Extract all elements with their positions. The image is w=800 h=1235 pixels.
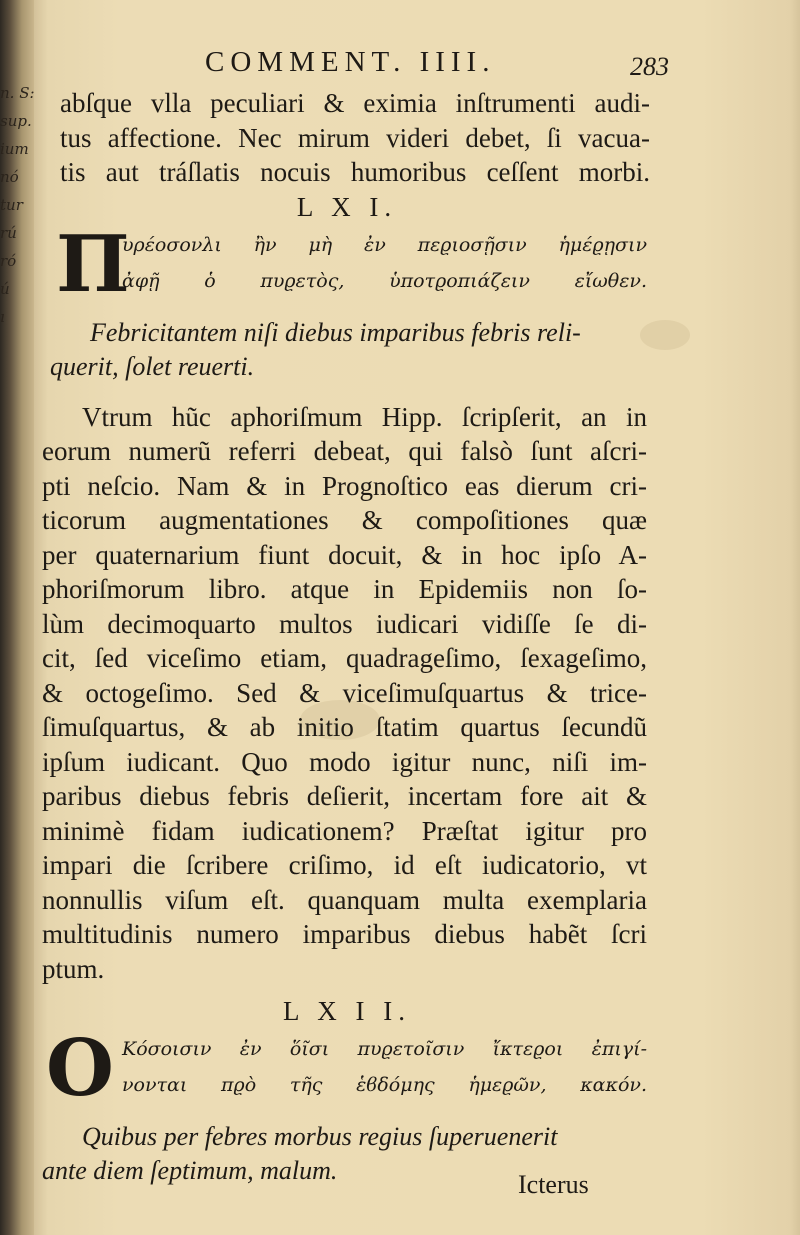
commentary-line: nonnullis viſum eſt. quanquam multa exemplaria — [42, 884, 647, 915]
section-number: L X I. — [296, 191, 398, 222]
margin-fragment: nó — [0, 168, 19, 186]
body-line: abſque vlla peculiari & eximia inſtrumenti audi- — [60, 88, 650, 118]
drop-cap: Ο — [46, 1023, 114, 1114]
greek-line: Κόσοισιν ἐν ὅῖσι πυϱετοῖσιν ἴκτεϱοι ἐπιγί- — [122, 1038, 647, 1060]
margin-fragment: ú — [0, 280, 10, 298]
commentary-line: ſimuſquartus, & ab initio ſtatim quartus ſecundũ — [42, 712, 647, 742]
greek-aphorism — [42, 218, 652, 310]
page-number: 283 — [630, 52, 669, 81]
commentary-line: multitudinis numero imparibus diebus habẽt ſcri — [42, 919, 647, 949]
facing-page-fragments — [0, 80, 35, 332]
commentary-line: impari die ſcribere criſimo, id eſt iudicatorio, vt — [42, 850, 647, 880]
commentary-line: cit, ſed viceſimo etiam, quadrageſimo, ſexageſimo, — [42, 643, 647, 673]
latin-translation-line: Quibus per febres morbus regius ſuperuenerit — [82, 1122, 558, 1151]
commentary-line: pti neſcio. Nam & in Prognoſtico eas dierum cri- — [42, 470, 647, 501]
commentary-line: lùm decimoquarto multos iudicari vidiſſe ſe di- — [42, 608, 647, 639]
commentary-line: phoriſmorum libro. atque in Epidemiis non ſo- — [42, 574, 647, 604]
running-head — [42, 40, 669, 86]
greek-line: ἀφῇ ὁ πυϱετὸς, ὑποτϱοπιάζειν εἴωθεν. — [122, 269, 647, 292]
greek-line: νονται πϱὸ τῆς ἑϐδόμης ἡμεϱῶν, κακόν. — [122, 1074, 647, 1096]
margin-fragment: tur — [0, 196, 23, 214]
commentary-line: eorum numerũ referri debeat, qui falsò ſunt aſcri- — [42, 436, 647, 466]
margin-fragment: ı — [0, 308, 5, 326]
commentary-line: & octogeſimo. Sed & viceſimuſquartus & trice- — [42, 677, 647, 708]
margin-fragment: n. S: — [0, 84, 35, 102]
commentary-line: ptum. — [42, 953, 105, 984]
body-line: tus affectione. Nec mirum videri debet, ſi vacua- — [60, 122, 650, 153]
margin-fragment: sup. — [0, 112, 32, 130]
commentary-line: ipſum iudicant. Quo modo igitur nunc, niſi im- — [42, 746, 647, 777]
margin-fragment: rú — [0, 224, 17, 242]
latin-translation-line: Febricitantem niſi diebus imparibus febris reli- — [90, 317, 581, 347]
catchword: Icterus — [518, 1170, 589, 1199]
text-page — [42, 40, 669, 1188]
section-number: L X I I. — [283, 996, 411, 1026]
commentary-line: paribus diebus febris deſierit, incertam fore ait & — [42, 781, 647, 811]
commentary-line: per quaternarium fiunt docuit, & in hoc ipſo A- — [42, 539, 647, 570]
latin-translation-line: querit, ſolet reuerti. — [50, 351, 255, 381]
commentary-line: ticorum augmentationes & compoſitiones quæ — [42, 505, 647, 535]
greek-line: υρέοσονλι ἢν μὴ ἐν πεϱιοσῇσιν ἡμέϱῃσιν — [122, 233, 647, 256]
body-line: tis aut tráſlatis nocuis humoribus ceſſent morbi. — [60, 157, 650, 187]
commentary-line: Vtrum hũc aphoriſmum Hipp. ſcripſerit, an in — [82, 401, 647, 432]
latin-translation-line: ante diem ſeptimum, malum. — [42, 1156, 338, 1185]
commentary-line: minimè fidam iudicationem? Præſtat igitur pro — [42, 815, 647, 846]
margin-fragment: ium — [0, 140, 29, 158]
running-title: COMMENT. IIII. — [205, 46, 496, 78]
margin-fragment: ró — [0, 252, 17, 270]
greek-aphorism — [42, 1023, 652, 1114]
drop-cap: Π — [56, 218, 130, 310]
